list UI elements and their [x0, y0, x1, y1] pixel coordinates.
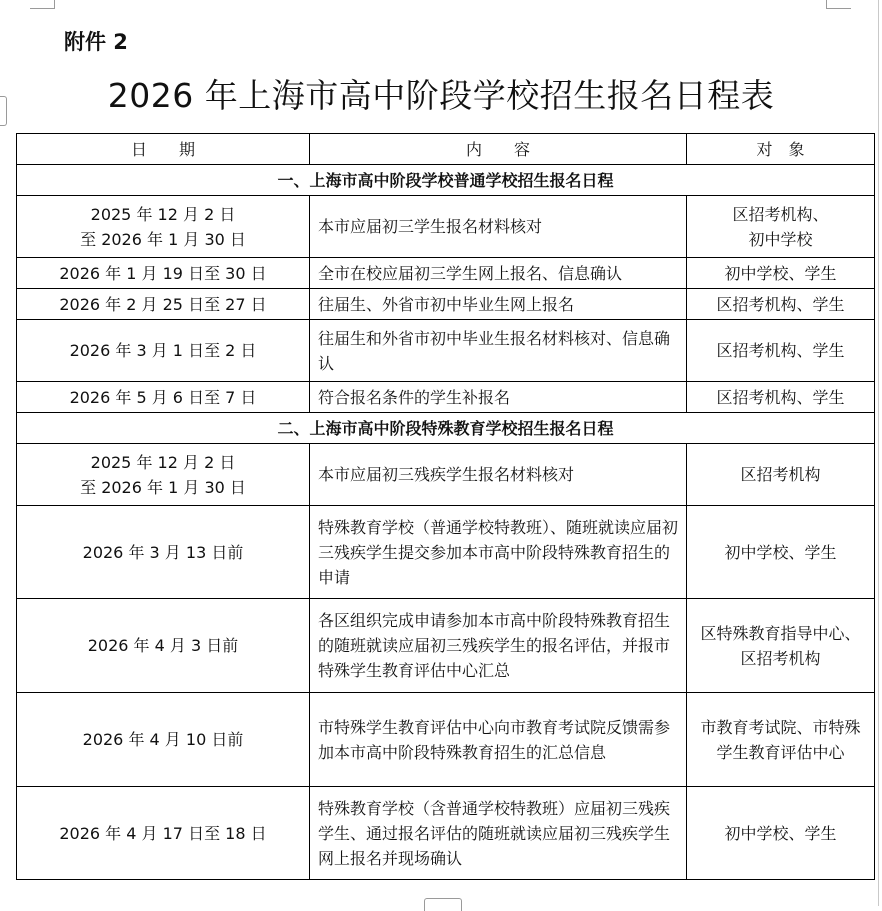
crop-mark-top-left	[30, 0, 55, 9]
content-cell: 全市在校应届初三学生网上报名、信息确认	[310, 258, 687, 289]
target-cell: 区特殊教育指导中心、区招考机构	[687, 599, 875, 693]
target-cell	[687, 196, 875, 258]
date-cell	[17, 444, 310, 506]
table-row	[17, 258, 875, 289]
target-cell: 市教育考试院、市特殊学生教育评估中心	[687, 693, 875, 787]
date-cell: 2026 年 3 月 13 日前	[17, 506, 310, 599]
header-date: 日 期	[17, 134, 310, 165]
header-target: 对 象	[687, 134, 875, 165]
content-cell: 本市应届初三学生报名材料核对	[310, 196, 687, 258]
content-cell: 特殊教育学校（普通学校特教班）、随班就读应届初三残疾学生提交参加本市高中阶段特殊教育招生的申请	[310, 506, 687, 599]
date-line: 2025 年 12 月 2 日	[90, 204, 236, 224]
content-cell: 本市应届初三残疾学生报名材料核对	[310, 444, 687, 506]
date-cell: 2026 年 1 月 19 日至 30 日	[17, 258, 310, 289]
schedule-table	[16, 133, 875, 880]
page-handle[interactable]	[424, 898, 462, 911]
table-row	[17, 787, 875, 880]
target-cell: 初中学校、学生	[687, 787, 875, 880]
crop-mark-top-right	[826, 0, 851, 9]
target-line: 初中学校	[748, 229, 813, 249]
target-cell: 区招考机构、学生	[687, 289, 875, 320]
date-cell: 2026 年 3 月 1 日至 2 日	[17, 320, 310, 382]
date-cell: 2026 年 4 月 17 日至 18 日	[17, 787, 310, 880]
content-cell: 往届生、外省市初中毕业生网上报名	[310, 289, 687, 320]
target-cell: 区招考机构、学生	[687, 382, 875, 413]
date-cell	[17, 196, 310, 258]
date-cell: 2026 年 2 月 25 日至 27 日	[17, 289, 310, 320]
attachment-label: 附件 2	[64, 30, 128, 54]
table-row	[17, 382, 875, 413]
table-row	[17, 599, 875, 693]
table-row	[17, 506, 875, 599]
section-row	[17, 413, 875, 444]
table-row	[17, 693, 875, 787]
content-cell: 往届生和外省市初中毕业生报名材料核对、信息确认	[310, 320, 687, 382]
content-cell: 各区组织完成申请参加本市高中阶段特殊教育招生的随班就读应届初三残疾学生的报名评估，并报市特殊学生教育评估中心汇总	[310, 599, 687, 693]
content-cell: 市特殊学生教育评估中心向市教育考试院反馈需参加本市高中阶段特殊教育招生的汇总信息	[310, 693, 687, 787]
target-cell: 区招考机构、学生	[687, 320, 875, 382]
page-title: 2026 年上海市高中阶段学校招生报名日程表	[107, 76, 775, 115]
section-title: 二、上海市高中阶段特殊教育学校招生报名日程	[17, 413, 875, 444]
date-line: 至 2026 年 1 月 30 日	[80, 477, 246, 497]
table-row	[17, 320, 875, 382]
date-line: 至 2026 年 1 月 30 日	[80, 229, 246, 249]
date-cell: 2026 年 5 月 6 日至 7 日	[17, 382, 310, 413]
content-cell: 符合报名条件的学生补报名	[310, 382, 687, 413]
date-line: 2025 年 12 月 2 日	[90, 452, 236, 472]
table-row	[17, 444, 875, 506]
page-edge	[878, 0, 879, 906]
header-content: 内 容	[310, 134, 687, 165]
date-cell: 2026 年 4 月 10 日前	[17, 693, 310, 787]
date-cell: 2026 年 4 月 3 日前	[17, 599, 310, 693]
target-cell: 初中学校、学生	[687, 258, 875, 289]
table-row	[17, 289, 875, 320]
target-line: 区招考机构、	[732, 204, 829, 224]
section-row	[17, 165, 875, 196]
target-cell: 区招考机构	[687, 444, 875, 506]
schedule-body	[17, 165, 875, 880]
target-cell: 初中学校、学生	[687, 506, 875, 599]
header-row	[17, 134, 875, 165]
table-row	[17, 196, 875, 258]
content-cell: 特殊教育学校（含普通学校特教班）应届初三残疾学生、通过报名评估的随班就读应届初三残疾学生网上报名并现场确认	[310, 787, 687, 880]
section-title: 一、上海市高中阶段学校普通学校招生报名日程	[17, 165, 875, 196]
